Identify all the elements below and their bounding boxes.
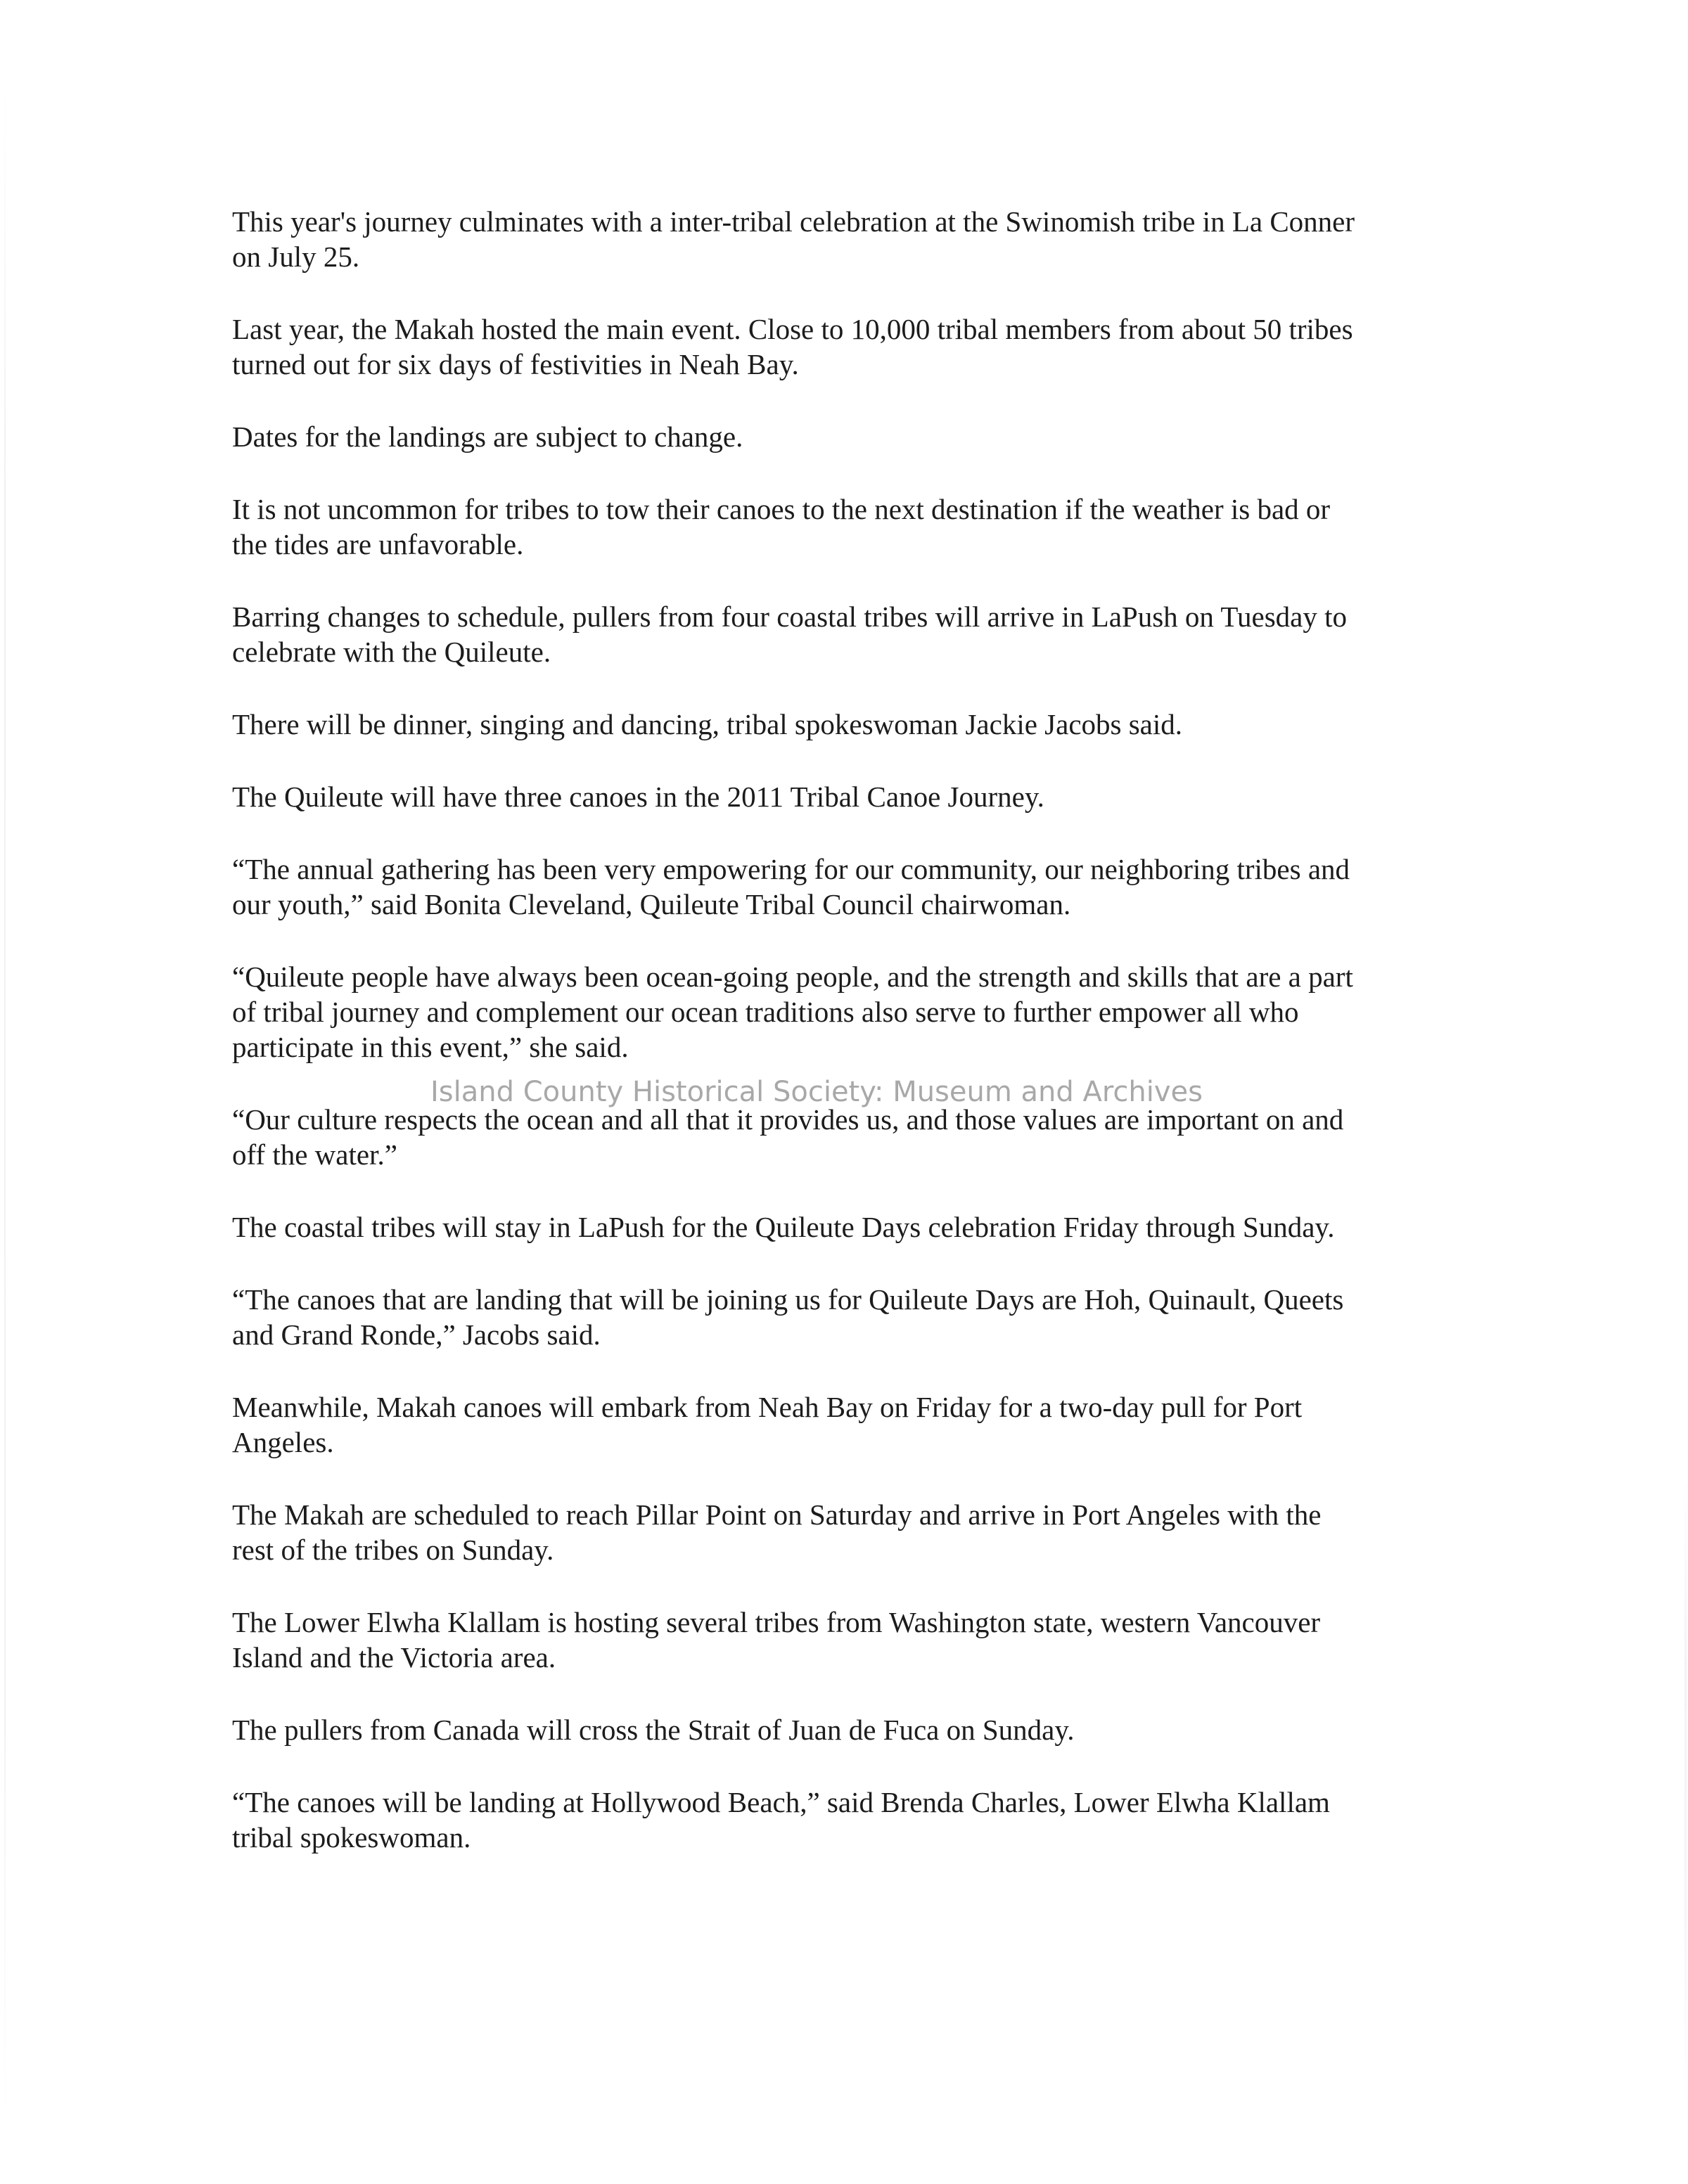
scan-edge-right [1684, 1477, 1687, 2109]
scan-edge-left [4, 84, 6, 2124]
paragraph: The Quileute will have three canoes in the 2011 Tribal Canoe Journey. [232, 781, 1044, 813]
paragraph: The pullers from Canada will cross the Strait of Juan de Fuca on Sunday. [232, 1714, 1075, 1746]
paragraph: This year's journey culminates with a inter-tribal celebration at the Swinomish tribe in La Conner on July 25. [232, 205, 1355, 273]
paragraph: “The annual gathering has been very empowering for our community, our neighboring tribes and our youth,” said Bonita Cleveland, Quileute Tribal Council chairwoman. [232, 853, 1350, 920]
paragraph: “Our culture respects the ocean and all that it provides us, and those values are important on and off the water.” [232, 1103, 1344, 1171]
paragraph: Meanwhile, Makah canoes will embark from Neah Bay on Friday for a two-day pull for Port Angeles. [232, 1391, 1303, 1458]
paragraph: The Makah are scheduled to reach Pillar Point on Saturday and arrive in Port Angeles with the rest of the tribes on Sunday. [232, 1498, 1322, 1566]
paragraph: Dates for the landings are subject to change. [232, 420, 743, 453]
paragraph: There will be dinner, singing and dancing, tribal spokeswoman Jackie Jacobs said. [232, 708, 1183, 740]
paragraph: The coastal tribes will stay in LaPush for the Quileute Days celebration Friday through Sunday. [232, 1211, 1335, 1243]
paragraph: It is not uncommon for tribes to tow their canoes to the next destination if the weather is bad or the tides are unfavorable. [232, 493, 1331, 560]
paragraph: “Quileute people have always been ocean-going people, and the strength and skills that are a part of tribal journey and complement our ocean traditions also serve to further empower all who participate in this event,” she said. [232, 961, 1353, 1063]
article-body [232, 204, 1470, 1892]
paragraph: “The canoes that are landing that will be joining us for Quileute Days are Hoh, Quinault, Queets and Grand Ronde,” Jacobs said. [232, 1283, 1344, 1351]
paragraph: Barring changes to schedule, pullers from four coastal tribes will arrive in LaPush on Tuesday to celebrate with the Quileute. [232, 600, 1348, 668]
paragraph: The Lower Elwha Klallam is hosting several tribes from Washington state, western Vancouver Island and the Victoria area. [232, 1606, 1321, 1674]
paragraph: “The canoes will be landing at Hollywood Beach,” said Brenda Charles, Lower Elwha Klallam tribal spokeswoman. [232, 1786, 1330, 1854]
paragraph: Last year, the Makah hosted the main event. Close to 10,000 tribal members from about 50 tribes turned out for six days of festivities in Neah Bay. [232, 313, 1353, 380]
archive-watermark: Island County Historical Society: Museum and Archives [430, 1076, 1203, 1108]
